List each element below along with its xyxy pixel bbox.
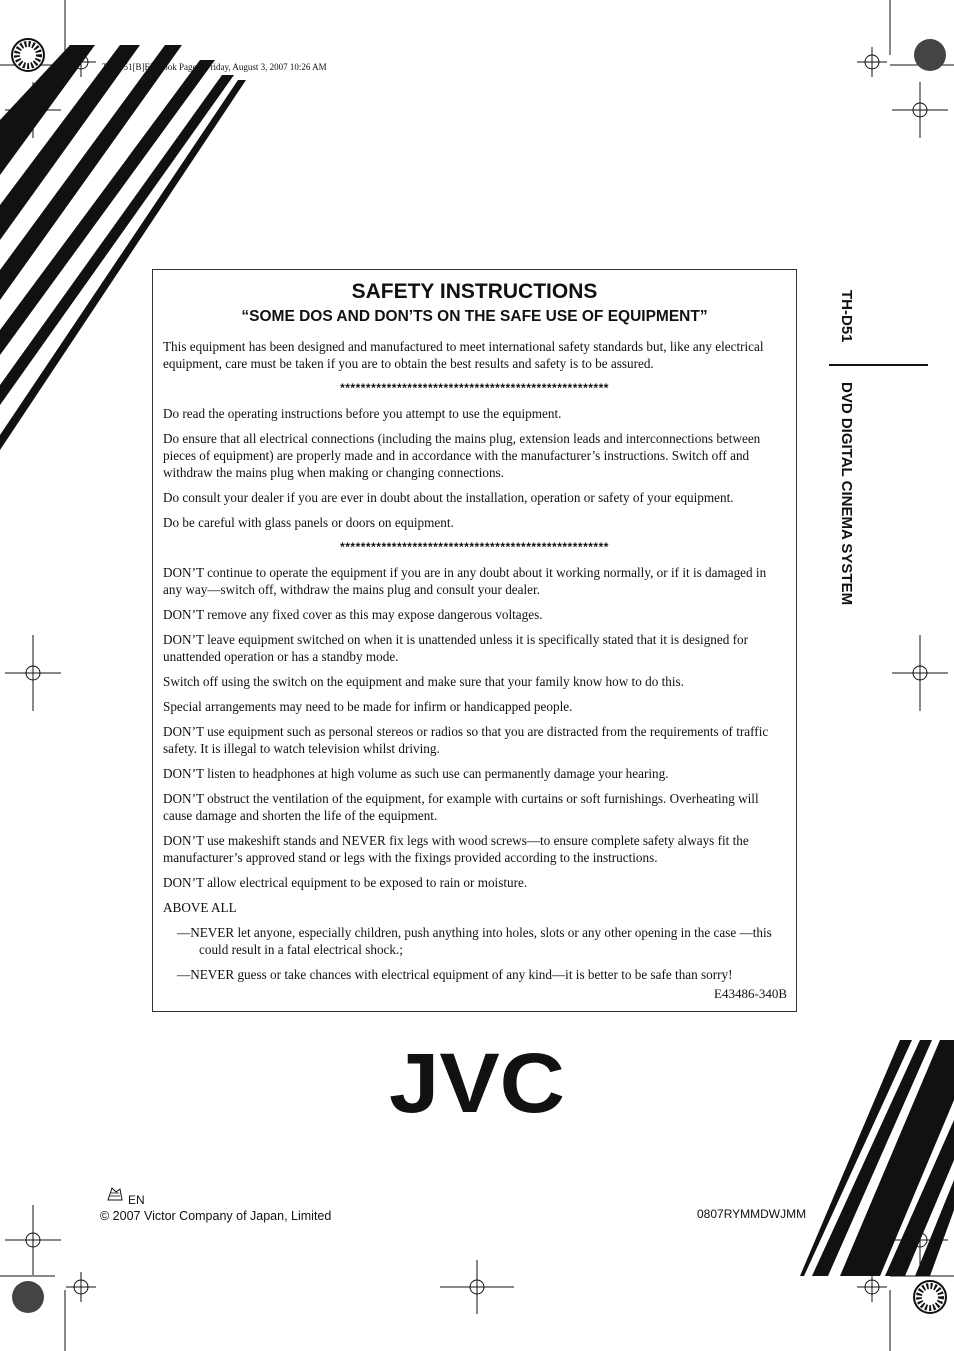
printed-in-icon bbox=[106, 1186, 124, 1202]
do-item: Do be careful with glass panels or doors on equipment. bbox=[163, 515, 454, 530]
never-item: —NEVER guess or take chances with electrical equipment of any kind—it is better to be safe than sorry! bbox=[177, 967, 733, 982]
dont-item: DON’T obstruct the ventilation of the equipment, for example with curtains or soft furnishings. Overheating will cause damage and shorten the life of the equipment. bbox=[163, 791, 759, 823]
dont-item: DON’T remove any fixed cover as this may expose dangerous voltages. bbox=[163, 607, 543, 622]
dont-item: DON’T allow electrical equipment to be exposed to rain or moisture. bbox=[163, 875, 528, 890]
safety-title: SAFETY INSTRUCTIONS bbox=[351, 280, 598, 303]
side-model: TH-D51 bbox=[838, 290, 855, 343]
dont-item: DON’T leave equipment switched on when it is unattended unless it is specifically stated that it is designed for unattended operation or has a standby mode. bbox=[163, 632, 749, 664]
dont-item: DON’T use equipment such as personal stereos or radios so that you are distracted from the requirements of traffic safety. It is illegal to watch television whilst driving. bbox=[163, 724, 769, 756]
intro-paragraph: This equipment has been designed and manufactured to meet international safety standards but, like any electrical equipment, care must be taken if you are to obtain the best results and safety is to be assured. bbox=[163, 339, 764, 371]
do-item: Do ensure that all electrical connections (including the mains plug, extension leads and interconnections between pieces of equipment) are properly made and in accordance with the manufacturer’s instructions. Switch off and withdraw the mains plug when making or changing connections. bbox=[163, 431, 761, 480]
side-divider bbox=[829, 364, 928, 366]
bottom-right-stripes bbox=[800, 1040, 954, 1276]
jvc-logo bbox=[388, 1046, 566, 1114]
separator-bottom: **************************************************** bbox=[340, 540, 609, 554]
dont-item: Special arrangements may need to be made for infirm or handicapped people. bbox=[163, 699, 573, 714]
dont-item: DON’T continue to operate the equipment if you are in any doubt about it working normally, or if it is damaged in any way—switch off, withdraw the mains plug and consult your dealer. bbox=[163, 565, 767, 597]
side-product-title: DVD DIGITAL CINEMA SYSTEM bbox=[838, 382, 855, 606]
do-item: Do consult your dealer if you are ever in doubt about the installation, operation or safety of your equipment. bbox=[163, 490, 734, 505]
safety-subtitle: “SOME DOS AND DON’TS ON THE SAFE USE OF EQUIPMENT” bbox=[241, 308, 708, 325]
document-code: E43486-340B bbox=[714, 986, 787, 1001]
do-item: Do read the operating instructions before you attempt to use the equipment. bbox=[163, 406, 562, 421]
part-number: 0807RYMMDWJMM bbox=[697, 1207, 807, 1221]
dont-item: DON’T listen to headphones at high volume as such use can permanently damage your hearing. bbox=[163, 766, 669, 781]
safety-instructions-box bbox=[152, 269, 797, 1012]
side-label bbox=[838, 290, 860, 680]
safety-content bbox=[163, 338, 786, 991]
separator-top: **************************************************** bbox=[340, 381, 609, 395]
above-all-heading: ABOVE ALL bbox=[163, 900, 237, 915]
copyright: © 2007 Victor Company of Japan, Limited bbox=[100, 1209, 332, 1223]
language-code: EN bbox=[128, 1193, 145, 1207]
file-info-header: TH-D51[B]EN.book Page 1 Friday, August 3, 2007 10:26 AM bbox=[102, 62, 327, 72]
dont-item: DON’T use makeshift stands and NEVER fix legs with wood screws—to ensure complete safety always fit the manufacturer’s approved stand or legs with the fixings provided according to the instructions. bbox=[163, 833, 749, 865]
dont-item: Switch off using the switch on the equipment and make sure that your family know how to do this. bbox=[163, 674, 684, 689]
jvc-logo-text: JVC bbox=[389, 1046, 565, 1114]
never-item: —NEVER let anyone, especially children, push anything into holes, slots or any other opening in the case —this could result in a fatal electrical shock.; bbox=[177, 925, 772, 957]
